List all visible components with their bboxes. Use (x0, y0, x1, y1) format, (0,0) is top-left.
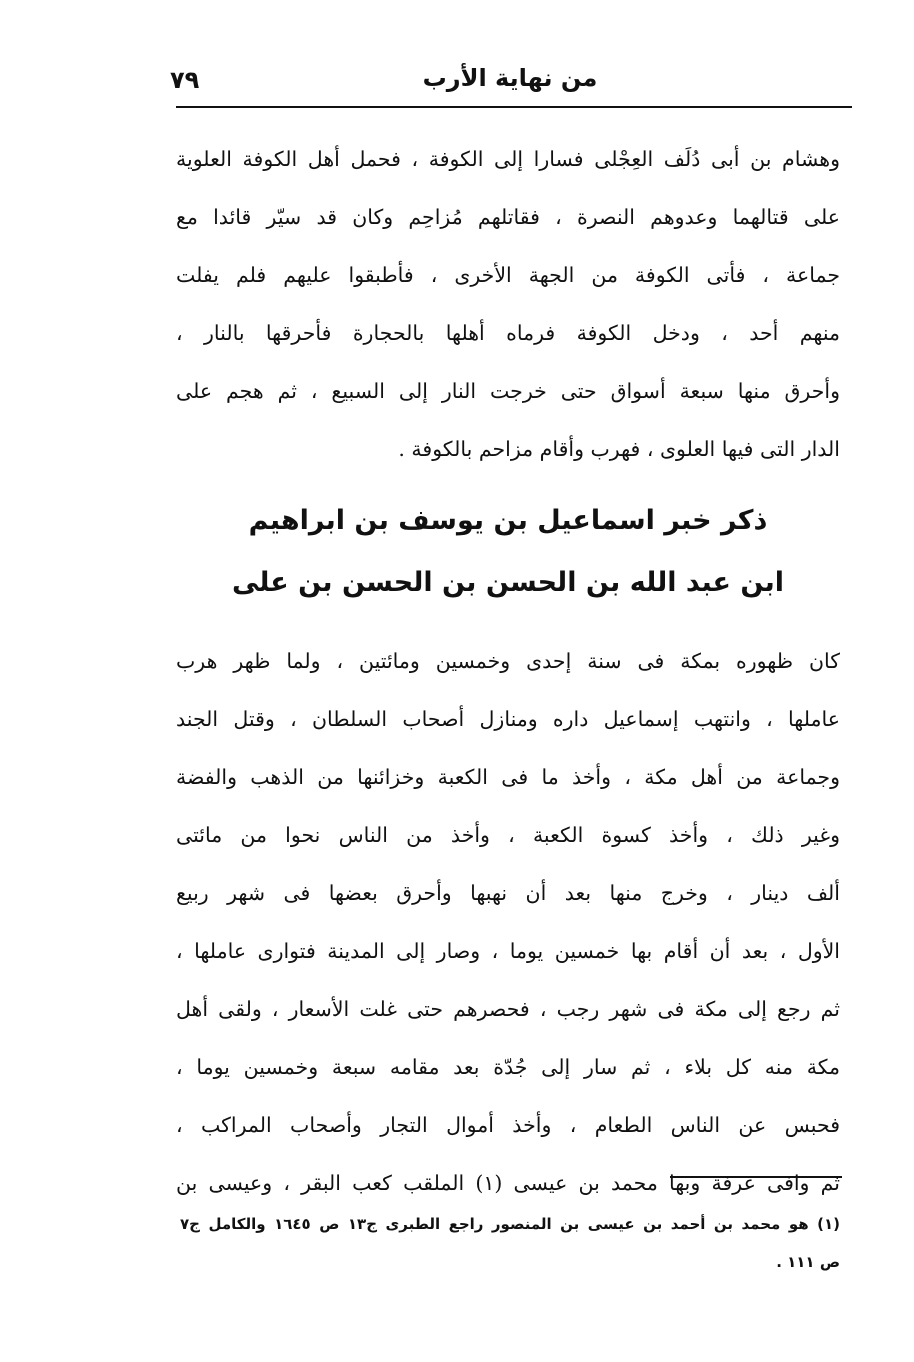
paragraph-2 (176, 632, 840, 1212)
text-line: الدار التى فيها العلوى ، فهرب وأقام مزاحم بالكوفة . (398, 437, 840, 461)
text-line: فحبس عن الناس الطعام ، وأخذ أموال التجار وأصحاب المراكب ، (176, 1113, 840, 1137)
text-line: منهم أحد ، ودخل الكوفة فرماه أهلها بالحجارة فأحرقها بالنار ، (176, 321, 840, 345)
footnote-line-1: (١) هو محمد بن أحمد بن عيسى بن المنصور راجع الطبرى ج١٣ ص ١٦٤٥ والكامل ج٧ (180, 1215, 840, 1233)
section-heading-line-2: ابن عبد الله بن الحسن بن الحسن بن على (231, 567, 785, 598)
text-line: وغير ذلك ، وأخذ كسوة الكعبة ، وأخذ من الناس نحوا من مائتى (176, 823, 840, 847)
text-line: كان ظهوره بمكة فى سنة إحدى وخمسين ومائتين ، ولما ظهر هرب (176, 649, 840, 673)
text-line: عاملها ، وانتهب إسماعيل داره ومنازل أصحاب السلطان ، وقتل الجند (176, 707, 840, 731)
text-line: مكة منه كل بلاء ، ثم سار إلى جُدّة بعد مقامه سبعة وخمسين يوما ، (176, 1055, 840, 1079)
footnote (180, 1205, 840, 1281)
text-line: وهشام بن أبى دُلَف العِجْلى فسارا إلى الكوفة ، فحمل أهل الكوفة العلوية (176, 147, 840, 171)
header-rule (176, 106, 852, 108)
footnote-line-2: ص ١١١ . (776, 1253, 840, 1271)
text-line: وأحرق منها سبعة أسواق حتى خرجت النار إلى السبيع ، ثم هجم على (176, 379, 840, 403)
text-line: وجماعة من أهل مكة ، وأخذ ما فى الكعبة وخزائنها من الذهب والفضة (176, 765, 840, 789)
running-title: من نهاية الأرب (422, 64, 598, 92)
text-line: ثم رجع إلى مكة فى شهر رجب ، فحصرهم حتى غلت الأسعار ، ولقى أهل (176, 997, 840, 1021)
section-heading-line-1: ذكر خبر اسماعيل بن يوسف بن ابراهيم (248, 505, 768, 536)
footnote-rule (670, 1176, 842, 1178)
text-line: الأول ، بعد أن أقام بها خمسين يوما ، وصار إلى المدينة فتوارى عاملها ، (176, 939, 840, 963)
text-line: على قتالهما وعدوهم النصرة ، فقاتلهم مُزاحِم وكان قد سيّر قائدا مع (176, 205, 840, 229)
text-line: ثم وافى عرفة وبها محمد بن عيسى (١) الملقب كعب البقر ، وعيسى بن (176, 1171, 840, 1195)
paragraph-1 (176, 130, 840, 478)
page-header (170, 62, 850, 102)
text-line: جماعة ، فأتى الكوفة من الجهة الأخرى ، فأطبقوا عليهم فلم يفلت (176, 263, 840, 287)
page-number: ٧٩ (170, 66, 200, 94)
text-line: ألف دينار ، وخرج منها بعد أن نهبها وأحرق بعضها فى شهر ربيع (176, 881, 840, 905)
